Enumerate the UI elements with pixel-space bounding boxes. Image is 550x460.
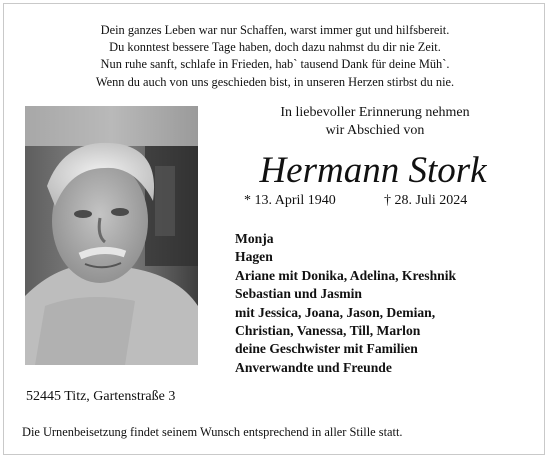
portrait-photo — [25, 106, 198, 365]
intro-line: In liebevoller Erinnerung nehmen — [280, 105, 470, 120]
poem-line: Du konntest bessere Tage haben, doch dazu nahmst du dir nie Zeit. — [109, 40, 441, 55]
family-line: Anverwandte und Freunde — [235, 359, 392, 375]
family-line: Christian, Vanessa, Till, Marlon — [235, 323, 421, 339]
deceased-name: Hermann Stork — [259, 150, 487, 191]
family-line: deine Geschwister mit Familien — [235, 341, 418, 357]
intro-line: wir Abschied von — [325, 123, 425, 138]
address: 52445 Titz, Gartenstraße 3 — [26, 389, 176, 404]
family-line: Monja — [235, 231, 274, 246]
birth-date: * 13. April 1940 — [244, 193, 336, 208]
poem-line: Wenn du auch von uns geschieden bist, in unseren Herzen stirbst du nie. — [95, 74, 455, 89]
death-date: † 28. Juli 2024 — [384, 193, 468, 208]
poem-line: Dein ganzes Leben war nur Schaffen, warst immer gut und hilfsbereit. — [100, 23, 450, 37]
family-line: Sebastian und Jasmin — [235, 286, 362, 302]
family-line: Ariane mit Donika, Adelina, Kreshnik — [235, 267, 457, 283]
burial-note: Die Urnenbeisetzung findet seinem Wunsch entsprechend in aller Stille statt. — [22, 425, 403, 439]
family-list — [235, 230, 456, 377]
family-line: mit Jessica, Joana, Jason, Demian, — [235, 304, 436, 320]
family-line: Hagen — [235, 249, 273, 265]
intro-text — [225, 104, 525, 140]
poem-line: Nun ruhe sanft, schlafe in Frieden, hab` tausend Dank für deine Müh`. — [100, 57, 450, 72]
poem — [0, 22, 550, 91]
